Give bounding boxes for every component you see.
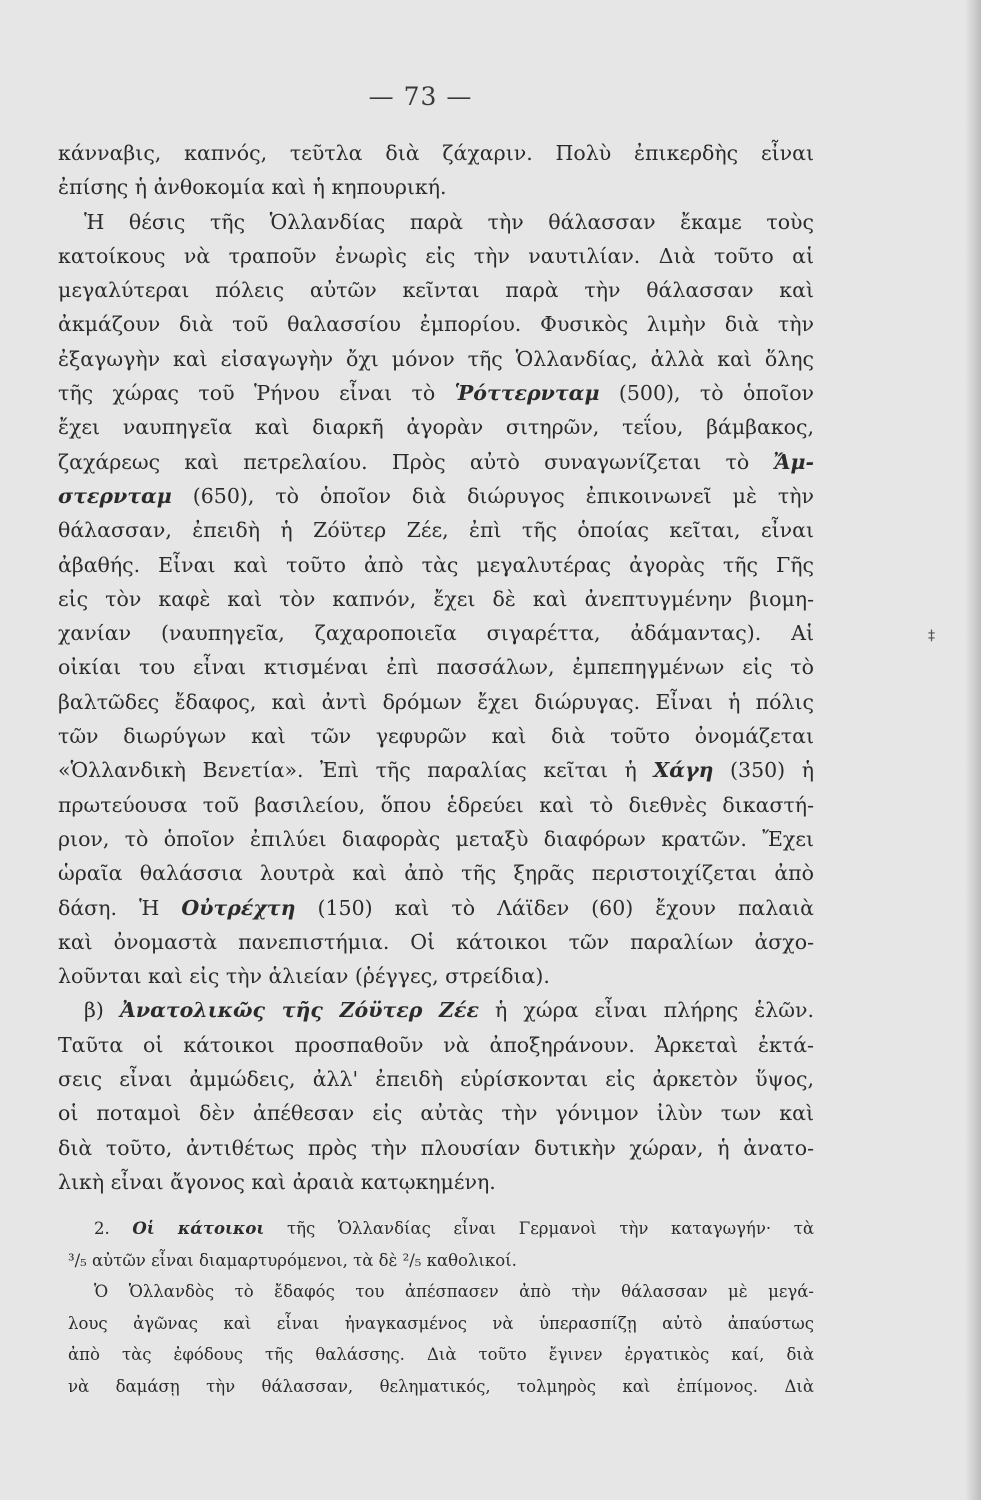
text-line: σεις εἶναι ἀμμώδεις, ἀλλ' ἐπειδὴ εὑρίσκονται εἰς ἀρκετὸν ὕψος, [58, 1067, 814, 1092]
note-line: ³/₅ αὐτῶν εἶναι διαμαρτυρόμενοι, τὰ δὲ ²/₅ καθολικοί. [68, 1250, 517, 1270]
text-line: εἰς τὸν καφὲ καὶ τὸν καπνόν, ἔχει δὲ καὶ ἀνεπτυγμένην βιομη- [58, 586, 814, 611]
place-name-utrecht: Οὐτρέχτη [181, 895, 296, 920]
text-line: βαλτῶδες ἔδαφος, καὶ ἀντὶ δρόμων ἔχει διώρυγας. Εἶναι ἡ πόλις [58, 689, 814, 714]
text-line: οἰκίαι του εἶναι κτισμέναι ἐπὶ πασσάλων, ἐμπεπηγμένων εἰς τὸ [58, 655, 814, 680]
note-heading-inhabitants: Οἱ κάτοικοι [132, 1219, 265, 1238]
note-line: 2. Οἱ κάτοικοι τῆς Ὁλλανδίας εἶναι Γερμανοὶ τὴν καταγωγήν· τὰ [94, 1219, 814, 1238]
text-line: ζαχάρεως καὶ πετρελαίου. Πρὸς αὐτὸ συναγωνίζεται τὸ Ἄμ- [58, 449, 814, 474]
note-line: ἀπὸ τὰς ἐφόδους τῆς θαλάσσης. Διὰ τοῦτο ἔγινεν ἐργατικὸς καί, διὰ [68, 1345, 814, 1364]
text-line: ριον, τὸ ὁποῖον ἐπιλύει διαφορὰς μεταξὺ διαφόρων κρατῶν. Ἔχει [58, 826, 814, 851]
margin-mark: ‡ [928, 628, 935, 644]
note-line: Ὁ Ὁλλανδὸς τὸ ἔδαφός του ἀπέσπασεν ἀπὸ τὴν θάλασσαν μὲ μεγά- [94, 1282, 814, 1301]
text-line: ἀκμάζουν διὰ τοῦ θαλασσίου ἐμπορίου. Φυσικὸς λιμὴν διὰ τὴν [58, 312, 814, 337]
text-line: «Ὁλλανδικὴ Βενετία». Ἐπὶ τῆς παραλίας κεῖται ἡ Χάγη (350) ἡ [58, 758, 814, 783]
text-line: τῶν διωρύγων καὶ τῶν γεφυρῶν καὶ διὰ τοῦτο ὀνομάζεται [58, 724, 814, 749]
place-name-hague: Χάγη [653, 758, 714, 783]
text-line: οἱ ποταμοὶ δὲν ἀπέθεσαν εἰς αὐτὰς τὴν γόνιμον ἰλὺν των καὶ [58, 1101, 814, 1126]
place-name-amsterdam-part2: στερνταμ [58, 483, 172, 508]
place-name-rotterdam: Ῥόττερνταμ [454, 381, 600, 406]
note-text [68, 1213, 814, 1402]
text-line: μεγαλύτεραι πόλεις αὐτῶν κεῖνται παρὰ τὴν θάλασσαν καὶ [58, 278, 814, 303]
text-line: κατοίκους νὰ τραποῦν ἐνωρὶς εἰς τὴν ναυτιλίαν. Διὰ τοῦτο αἱ [58, 243, 814, 268]
text-line: ὡραῖα θαλάσσια λουτρὰ καὶ ἀπὸ τῆς ξηρᾶς περιστοιχίζεται ἀπὸ [58, 861, 814, 886]
text-line: χανίαν (ναυπηγεῖα, ζαχαροποιεῖα σιγαρέττα, ἀδάμαντας). Αἱ [58, 621, 814, 646]
note-line: λους ἀγῶνας καὶ εἶναι ἠναγκασμένος νὰ ὑπερασπίζῃ αὐτὸ ἀπαύστως [68, 1313, 814, 1333]
body-text [58, 136, 814, 1199]
text-line: λικὴ εἶναι ἄγονος καὶ ἀραιὰ κατῳκημένη. [58, 1169, 496, 1194]
text-line: κάνναβις, καπνός, τεῦτλα διὰ ζάχαριν. Πολὺ ἐπικερδὴς εἶναι [58, 141, 814, 165]
page-number: — 73 — [368, 82, 473, 111]
text-line: ἀβαθής. Εἶναι καὶ τοῦτο ἀπὸ τὰς μεγαλυτέρας ἀγορὰς τῆς Γῆς [58, 552, 814, 577]
paragraph-start-line: Ἡ θέσις τῆς Ὁλλανδίας παρὰ τὴν θάλασσαν ἔκαμε τοὺς [84, 209, 814, 234]
text-line: πρωτεύουσα τοῦ βασιλείου, ὅπου ἑδρεύει καὶ τὸ διεθνὲς δικαστή- [58, 792, 814, 817]
text-line: Ταῦτα οἱ κάτοικοι προσπαθοῦν νὰ ἀποξηράνουν. Ἀρκεταὶ ἐκτά- [58, 1032, 814, 1057]
text-line: διὰ τοῦτο, ἀντιθέτως πρὸς τὴν πλουσίαν δυτικὴν χώραν, ἡ ἀνατο- [58, 1135, 814, 1160]
place-name-amsterdam-part1: Ἄμ- [773, 449, 814, 474]
text-line: καὶ ὀνομαστὰ πανεπιστήμια. Οἱ κάτοικοι τῶν παραλίων ἀσχο- [58, 929, 814, 954]
text-line: τῆς χώρας τοῦ Ῥήνου εἶναι τὸ Ῥόττερνταμ (500), τὸ ὁποῖον [58, 381, 814, 406]
section-heading-line: β) Ἀνατολικῶς τῆς Ζόϋτερ Ζέε ἡ χώρα εἶναι πλήρης ἑλῶν. [84, 998, 814, 1023]
text-line: ἐξαγωγὴν καὶ εἰσαγωγὴν ὄχι μόνον τῆς Ὁλλανδίας, ἀλλὰ καὶ ὅλης [58, 346, 814, 371]
text-line: δάση. Ἡ Οὐτρέχτη (150) καὶ τὸ Λάϊδεν (60) ἔχουν παλαιὰ [58, 895, 814, 920]
note-line: νὰ δαμάσῃ τὴν θάλασσαν, θεληματικός, τολμηρὸς καὶ ἐπίμονος. Διὰ [68, 1376, 814, 1396]
section-heading-east: Ἀνατολικῶς τῆς Ζόϋτερ Ζέε [119, 998, 479, 1023]
text-line: λοῦνται καὶ εἰς τὴν ἁλιείαν (ῥέγγες, στρείδια). [58, 964, 550, 989]
text-line: ἐπίσης ἡ ἀνθοκομία καὶ ἡ κηπουρική. [58, 175, 447, 200]
page-edge-shadow [965, 0, 981, 1500]
text-line: θάλασσαν, ἐπειδὴ ἡ Ζόϋτερ Ζέε, ἐπὶ τῆς ὁποίας κεῖται, εἶναι [58, 518, 814, 543]
text-line: ἔχει ναυπηγεῖα καὶ διαρκῆ ἀγορὰν σιτηρῶν, τεΐου, βάμβακος, [58, 415, 814, 440]
text-line: στερνταμ (650), τὸ ὁποῖον διὰ διώρυγος ἐπικοινωνεῖ μὲ τὴν [58, 483, 814, 508]
